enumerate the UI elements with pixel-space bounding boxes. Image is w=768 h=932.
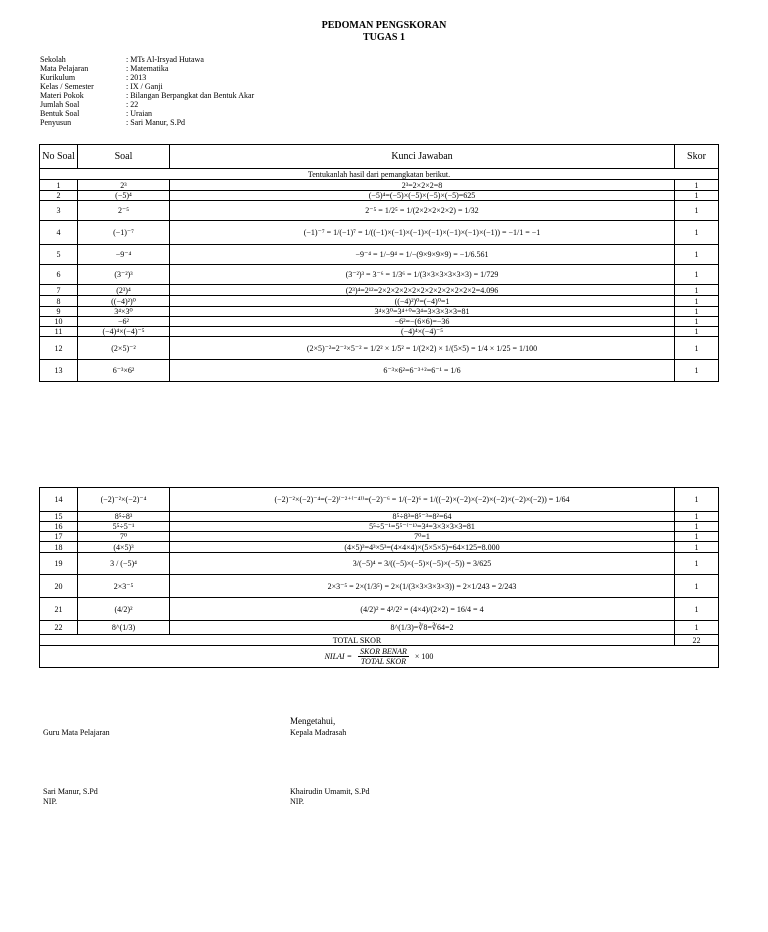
info-label: Kelas / Semester [40,82,94,91]
teacher-name: Sari Manur, S.Pd [43,787,98,796]
cell-no: 12 [40,337,78,360]
cell-skor: 1 [675,337,719,360]
cell-no: 16 [40,522,78,532]
table-row [40,553,719,575]
cell-skor: 1 [675,621,719,635]
info-row [40,73,254,82]
cell-no: 3 [40,201,78,221]
cell-kunci: (−1)⁻⁷ = 1/(−1)⁷ = 1/((−1)×(−1)×(−1)×(−1)×(−1)×(−1)×(−1)) = −1/1 = −1 [170,221,675,245]
table-row [40,337,719,360]
cell-no: 13 [40,360,78,382]
cell-kunci: (2³)⁴=2¹²=2×2×2×2×2×2×2×2×2×2×2×2=4.096 [170,285,675,296]
principal-nip: NIP. [290,797,305,806]
cell-skor: 1 [675,598,719,621]
cell-skor: 1 [675,488,719,512]
instruction-row: Tentukanlah hasil dari pemangkatan berikut. [40,169,719,180]
table-row [40,621,719,635]
table-row [40,245,719,265]
cell-no: 9 [40,307,78,317]
teacher-nip: NIP. [43,797,58,806]
table-row [40,265,719,285]
cell-no: 4 [40,221,78,245]
cell-skor: 1 [675,180,719,191]
nilai-cell [40,646,719,668]
cell-no: 2 [40,191,78,201]
info-value: : Sari Manur, S.Pd [126,118,186,127]
info-value: : Uraian [126,109,152,118]
cell-skor: 1 [675,245,719,265]
info-value: : IX / Ganji [126,82,163,91]
table-row [40,327,719,337]
header-skor: Skor [675,145,719,169]
cell-kunci: 6⁻³×6²=6⁻³⁺²=6⁻¹ = 1/6 [170,360,675,382]
cell-skor: 1 [675,360,719,382]
cell-kunci: −9⁻⁴ = 1/−9⁴ = 1/−(9×9×9×9) = −1/6.561 [170,245,675,265]
cell-no: 21 [40,598,78,621]
cell-no: 19 [40,553,78,575]
info-row [40,64,254,73]
cell-no: 6 [40,265,78,285]
scoring-table-2 [39,487,719,668]
table-row [40,522,719,532]
page-title: PEDOMAN PENGSKORAN [321,20,447,31]
cell-soal: 2³ [78,180,170,191]
info-label: Sekolah [40,55,66,64]
cell-no: 17 [40,532,78,542]
cell-kunci: ((−4)²)⁰=(−4)⁰=1 [170,296,675,307]
principal-name: Khairudin Umamit, S.Pd [290,787,370,796]
cell-skor: 1 [675,553,719,575]
table-row [40,488,719,512]
nilai-formula [325,647,434,666]
cell-soal: 2⁻⁵ [78,201,170,221]
cell-soal: (4/2)² [78,598,170,621]
table-row [40,285,719,296]
table-row [40,512,719,522]
info-row [40,82,254,91]
cell-no: 8 [40,296,78,307]
cell-kunci: −6²=−(6×6)=−36 [170,317,675,327]
info-value: : Matematika [126,64,169,73]
cell-no: 1 [40,180,78,191]
cell-kunci: (−2)⁻²×(−2)⁻⁴=(−2)⁽⁻²⁺⁽⁻⁴⁾⁾=(−2)⁻⁶ = 1/(−2)⁶ = 1/((−2)×(−2)×(−2)×(−2)×(−2)×(−2)) = 1/64 [170,488,675,512]
cell-soal: (−4)⁴×(−4)⁻⁵ [78,327,170,337]
cell-kunci: (4/2)² = 4²/2² = (4×4)/(2×2) = 16/4 = 4 [170,598,675,621]
cell-kunci: 2×3⁻⁵ = 2×(1/3⁵) = 2×(1/(3×3×3×3×3)) = 2×1/243 = 2/243 [170,575,675,598]
cell-soal: 6⁻³×6² [78,360,170,382]
nilai-numerator: SKOR BENAR [360,647,407,656]
info-label: Jumlah Soal [40,100,80,109]
cell-skor: 1 [675,542,719,553]
header-kunci: Kunci Jawaban [170,145,675,169]
cell-no: 7 [40,285,78,296]
cell-skor: 1 [675,201,719,221]
cell-soal: (2³)⁴ [78,285,170,296]
info-label: Bentuk Soal [40,109,80,118]
document-info [40,55,254,127]
cell-skor: 1 [675,512,719,522]
table-row [40,575,719,598]
table-row [40,307,719,317]
cell-kunci: (2×5)⁻²=2⁻²×5⁻² = 1/2² × 1/5² = 1/(2×2) × 1/(5×5) = 1/4 × 1/25 = 1/100 [170,337,675,360]
cell-kunci: (−4)⁴×(−4)⁻⁵ [170,327,675,337]
info-row [40,109,254,118]
scoring-table-1 [39,144,719,382]
cell-kunci: 3/(−5)⁴ = 3/((−5)×(−5)×(−5)×(−5)) = 3/625 [170,553,675,575]
cell-skor: 1 [675,285,719,296]
header-no: No Soal [40,145,78,169]
cell-soal: 7⁰ [78,532,170,542]
table-row [40,598,719,621]
header-soal: Soal [78,145,170,169]
cell-skor: 1 [675,522,719,532]
cell-no: 10 [40,317,78,327]
cell-skor: 1 [675,296,719,307]
cell-soal: −9⁻⁴ [78,245,170,265]
cell-skor: 1 [675,575,719,598]
info-label: Materi Pokok [40,91,84,100]
cell-soal: −6² [78,317,170,327]
cell-soal: (−2)⁻²×(−2)⁻⁴ [78,488,170,512]
cell-soal: 8⁵÷8³ [78,512,170,522]
cell-no: 18 [40,542,78,553]
info-value: : 22 [126,100,139,109]
principal-role: Kepala Madrasah [290,728,347,737]
cell-no: 22 [40,621,78,635]
info-label: Penyusun [40,118,72,127]
table-row [40,180,719,191]
cell-soal: (4×5)³ [78,542,170,553]
info-row [40,55,254,64]
acknowledged-label: Mengetahui, [290,716,336,726]
cell-soal: ((−4)²)⁰ [78,296,170,307]
cell-kunci: (3⁻²)³ = 3⁻⁶ = 1/3⁶ = 1/(3×3×3×3×3×3) = 1/729 [170,265,675,285]
nilai-denominator: TOTAL SKOR [360,657,407,666]
cell-soal: (−1)⁻⁷ [78,221,170,245]
table-row [40,221,719,245]
cell-skor: 1 [675,307,719,317]
total-value: 22 [675,635,719,646]
cell-kunci: 8^(1/3)=∛8=∛64=2 [170,621,675,635]
cell-skor: 1 [675,532,719,542]
cell-no: 20 [40,575,78,598]
cell-skor: 1 [675,221,719,245]
cell-kunci: 8⁵÷8³=8⁵⁻³=8²=64 [170,512,675,522]
cell-skor: 1 [675,327,719,337]
cell-soal: (−5)⁴ [78,191,170,201]
cell-kunci: (4×5)³=4³×5³=(4×4×4)×(5×5×5)=64×125=8.000 [170,542,675,553]
cell-kunci: 5⁵÷5⁻¹=5⁵⁻⁽⁻¹⁾=3⁴=3×3×3×3=81 [170,522,675,532]
info-value: : Bilangan Berpangkat dan Bentuk Akar [126,91,255,100]
cell-soal: 5⁵÷5⁻¹ [78,522,170,532]
cell-soal: 2×3⁻⁵ [78,575,170,598]
cell-skor: 1 [675,191,719,201]
table-row [40,296,719,307]
cell-no: 15 [40,512,78,522]
info-value: : MTs Al-Irsyad Hutawa [126,55,204,64]
table-row [40,317,719,327]
cell-no: 14 [40,488,78,512]
cell-kunci: 2³=2×2×2=8 [170,180,675,191]
cell-soal: (2×5)⁻² [78,337,170,360]
table-row [40,191,719,201]
info-row [40,100,254,109]
info-label: Mata Pelajaran [40,64,89,73]
cell-skor: 1 [675,265,719,285]
nilai-row [40,646,719,668]
nilai-multiplier: × 100 [414,652,434,661]
total-label: TOTAL SKOR [40,635,675,646]
table-row [40,360,719,382]
cell-kunci: 7⁰=1 [170,532,675,542]
nilai-fraction [358,647,409,666]
cell-no: 11 [40,327,78,337]
cell-soal: 3 / (−5)⁴ [78,553,170,575]
cell-no: 5 [40,245,78,265]
teacher-role: Guru Mata Pelajaran [43,728,110,737]
page-subtitle: TUGAS 1 [363,32,405,43]
table-row [40,532,719,542]
total-row [40,635,719,646]
info-row [40,91,254,100]
cell-soal: 3⁴×3⁰ [78,307,170,317]
cell-soal: (3⁻²)³ [78,265,170,285]
info-value: : 2013 [126,73,147,82]
cell-soal: 8^(1/3) [78,621,170,635]
cell-skor: 1 [675,317,719,327]
cell-kunci: 3⁴×3⁰=3⁴⁺⁰=3⁴=3×3×3×3=81 [170,307,675,317]
nilai-label: NILAI = [324,652,352,661]
info-row [40,118,254,127]
cell-kunci: (−5)⁴=(−5)×(−5)×(−5)×(−5)=625 [170,191,675,201]
cell-kunci: 2⁻⁵ = 1/2⁵ = 1/(2×2×2×2×2) = 1/32 [170,201,675,221]
table-row [40,542,719,553]
table-row [40,201,719,221]
info-label: Kurikulum [40,73,76,82]
